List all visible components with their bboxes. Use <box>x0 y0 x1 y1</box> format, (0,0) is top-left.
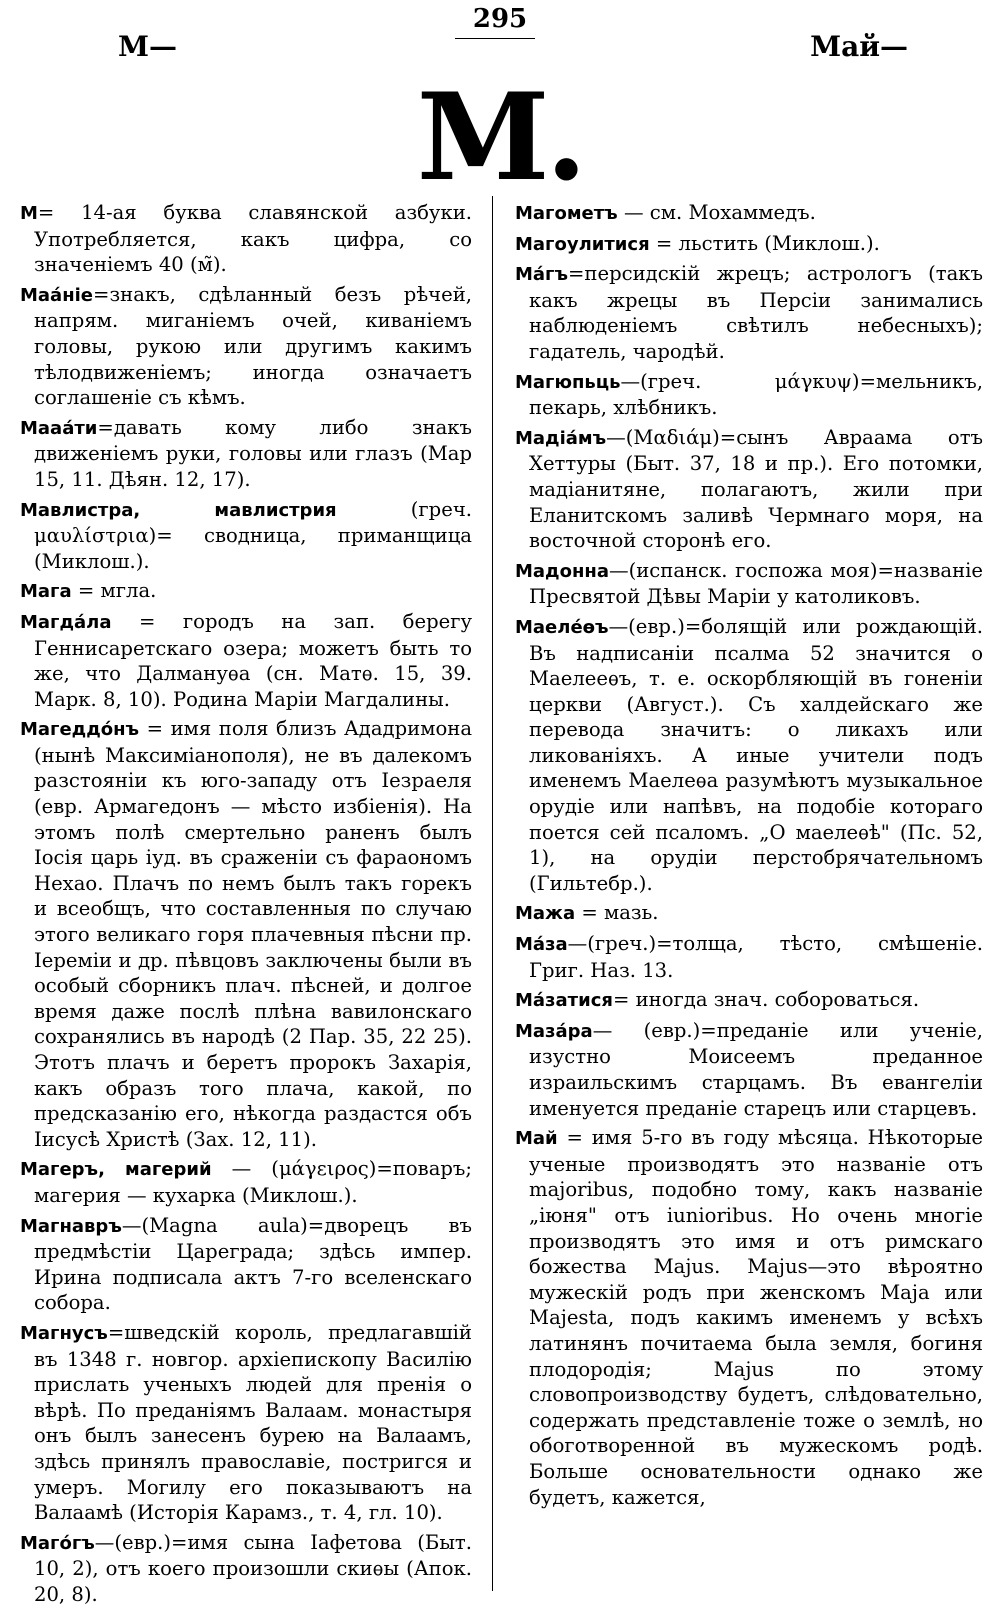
dictionary-entry <box>515 931 983 983</box>
definition: = мгла. <box>77 579 157 603</box>
headword: Мадонна <box>515 560 609 582</box>
headword: Май <box>515 1128 558 1150</box>
definition: =шведскій король, предлагавшій въ 1348 г. новгор. архіепископу Василію прислать ученыхъ людей для пренія о вѣрѣ. По преданіямъ Валаам. монастыря онъ былъ занесенъ бурею на Валаамъ, здѣсь принялъ православіе, постригся и умеръ. Могилу его показываютъ на Валаамѣ (Исторія Карамз., т. 4, гл. 10). <box>34 1320 472 1525</box>
headword: Магоулитися <box>515 233 650 255</box>
headword: Маза́ра <box>515 1020 593 1042</box>
headword: Мавлистра, мавлистрия <box>20 499 337 521</box>
headword: Мадіа́мъ <box>515 427 607 449</box>
definition: = имя 5-го въ году мѣсяца. Нѣкоторые ученые производятъ это названіе отъ majoribus, подобно тому, какъ названіе „іюня" отъ iunioribus. Но очень многіе производятъ это имя и отъ римскаго божества Majus. Majus—это вѣроятно мужескій родъ при женскомъ Maja или Majesta, подъ какимъ именемъ у всѣхъ латинянъ почитаема была земля, богиня плодородія; Majus по этому словопроизводству будетъ, слѣдовательно, содержать представленіе тоже о землѣ, но обоготворенной въ мужескомъ родѣ. Больше основательности однако же будетъ, кажется, <box>529 1126 983 1509</box>
dictionary-entry <box>515 614 983 897</box>
headword: Магнавръ <box>20 1215 122 1237</box>
definition: —(евр.)=болящій или рождающій. Въ надписаніи псалма 52 значится о Маелееѳъ, т. е. оскорбляющій въ гоненіи церкви (Авгуcт.). Съ халдейскаго же перевода значитъ: о ликахъ или ликованіяхъ. А иные учители подъ именемъ Маелеѳа разумѣютъ музыкальное орудіе или напѣвъ, на подобіе котораго поется сей псаломъ. „О маелеѳѣ" (Пс. 52, 1), на орудіи перстобрячательномъ (Гильтебр.). <box>529 614 983 895</box>
definition: = имя поля близъ Ададримона (нынѣ Максиміанополя), не въ далекомъ разстояніи къ юго-западу отъ Іезраеля (евр. Армагедонъ — мѣсто избіенія). На этомъ полѣ смертельно раненъ былъ Іосія царь іуд. въ сраженіи съ фараономъ Нехао. Плачъ по немъ былъ такъ горекъ и всеобщъ, что составленныя по случаю этого великаго горя плачевныя пѣсни пр. Іереміи и др. пѣвцовъ заключены были въ особый сборникъ плач. пѣсней, и долгое время даже послѣ плѣна вавилонскаго сохранялись въ народѣ (2 Пар. 35, 22 25). Этотъ плачъ и беретъ пророкъ Захарія, какъ образъ того плача, какой, по предсказанію его, нѣкогда раздастся объ Іисусѣ Христѣ (Зах. 12, 11). <box>34 717 473 1151</box>
dictionary-entry <box>515 987 983 1014</box>
headword: Магда́ла <box>20 611 112 633</box>
headword: Ма́гъ <box>515 264 568 286</box>
definition: —(евр.)=имя сына Іафетова (Быт. 10, 2), отъ коего произошли скиѳы (Апок. 20, 8). <box>34 1530 472 1606</box>
dictionary-entry <box>20 578 472 605</box>
running-head-left: М— <box>118 30 177 63</box>
headword: Магюпьць <box>515 371 621 393</box>
dictionary-entry <box>515 1018 983 1121</box>
definition: (греч. μαυλίστρια)= сводница, приманщица (Миклош.). <box>34 497 472 573</box>
dictionary-entry <box>20 282 472 411</box>
headword: Мааа́ти <box>20 417 98 439</box>
page-number-rule <box>455 38 535 39</box>
section-letter: М. <box>416 67 584 208</box>
headword: Маеле́ѳъ <box>515 616 609 638</box>
definition: —(Μαδιάμ)=сынъ Авраама отъ Хеттуры (Быт. 37, 18 и пр.). Его потомки, мадіанитяне, полагаютъ, жили при Еланитскомъ заливѣ Чермнаго моря, на восточной сторонѣ его. <box>529 425 983 553</box>
dictionary-entry <box>20 415 472 493</box>
column-divider <box>492 196 493 1591</box>
dictionary-entry <box>20 1156 472 1208</box>
definition: = городъ на зап. берегу Геннисаретскаго озера; можетъ быть то же, что Далмануѳа (сн. Матѳ. 15, 39. Марк. 8, 10). Родина Маріи Магдалины. <box>34 609 473 711</box>
dictionary-entry <box>515 425 983 554</box>
definition: —(греч. μάγκυψ)=мельникъ, пекарь, хлѣбникъ. <box>529 369 983 420</box>
dictionary-entry <box>515 231 983 258</box>
headword: Магеръ, магерий <box>20 1159 212 1181</box>
headword: Магеддо́нъ <box>20 719 140 741</box>
dictionary-entry <box>515 558 983 610</box>
dictionary-entry <box>20 1530 472 1608</box>
dictionary-entry <box>515 200 983 227</box>
dictionary-entry <box>515 900 983 927</box>
running-head-right: Май— <box>810 30 908 63</box>
definition: = льстить (Миклош.). <box>655 231 880 255</box>
headword: Мажа <box>515 903 576 925</box>
definition: =знакъ, сдѣланный безъ рѣчей, напрям. миганіемъ очей, киваніемъ головы, рукою или другимъ какимъ тѣлодвиженіемъ; иногда означаетъ соглашеніе съ кѣмъ. <box>34 282 472 410</box>
definition: = мазь. <box>581 901 659 925</box>
definition: =давать кому либо знакъ движеніемъ руки, головы или глазъ (Мар 15, 11. Дѣян. 12, 17). <box>34 415 472 491</box>
headword: М <box>20 203 38 224</box>
left-column <box>20 200 472 1611</box>
dictionary-entry <box>20 1320 472 1526</box>
headword: Ма́за <box>515 934 568 956</box>
definition: = 14-ая буква славянской азбуки. Употребляется, какъ цифра, со значеніемъ 40 (м̃). <box>34 201 472 277</box>
headword: Маго́гъ <box>20 1532 95 1554</box>
headword: Ма́затися <box>515 990 613 1012</box>
page-number: 295 <box>472 4 528 34</box>
headword: Магнусъ <box>20 1322 108 1344</box>
dictionary-entry <box>515 261 983 364</box>
dictionary-entry <box>515 369 983 421</box>
headword: Маа́ніе <box>20 284 94 306</box>
dictionary-entry <box>20 1213 472 1316</box>
definition: —(греч.)=толща, тѣсто, смѣшеніе. Григ. Наз. 13. <box>529 932 983 982</box>
definition: —(Magna aula)=дворецъ въ предмѣстіи Цареграда; здѣсь импер. Ирина подписала актъ 7-го вселенскаго собора. <box>34 1213 472 1315</box>
definition: — (μάγειρος)=поваръ; магерия — кухарка (Миклош.). <box>34 1157 472 1207</box>
dictionary-entry <box>20 609 472 712</box>
definition: — (евр.)=преданіе или ученіе, изустно Моисеемъ преданное израильскимъ старцамъ. Въ евангеліи именуется преданіе старецъ или старцевъ. <box>529 1018 983 1120</box>
dictionary-entry <box>20 497 472 575</box>
dictionary-entry <box>515 1125 983 1510</box>
definition: — см. Мохаммедъ. <box>623 201 816 224</box>
definition: =персидскій жрецъ; астрологъ (такъ какъ жрецы въ Персіи занимались наблюденіемъ свѣтилъ небесныхъ); гадатель, чародѣй. <box>529 262 983 363</box>
dictionary-entry <box>20 716 472 1152</box>
right-column <box>515 200 983 1514</box>
headword: Мага <box>20 581 72 603</box>
definition: —(испанск. госпожа моя)=названіе Пресвятой Дѣвы Маріи у католиковъ. <box>529 558 983 609</box>
headword: Магометъ <box>515 203 618 224</box>
dictionary-entry <box>20 200 472 278</box>
definition: = иногда знач. собороваться. <box>612 988 920 1012</box>
